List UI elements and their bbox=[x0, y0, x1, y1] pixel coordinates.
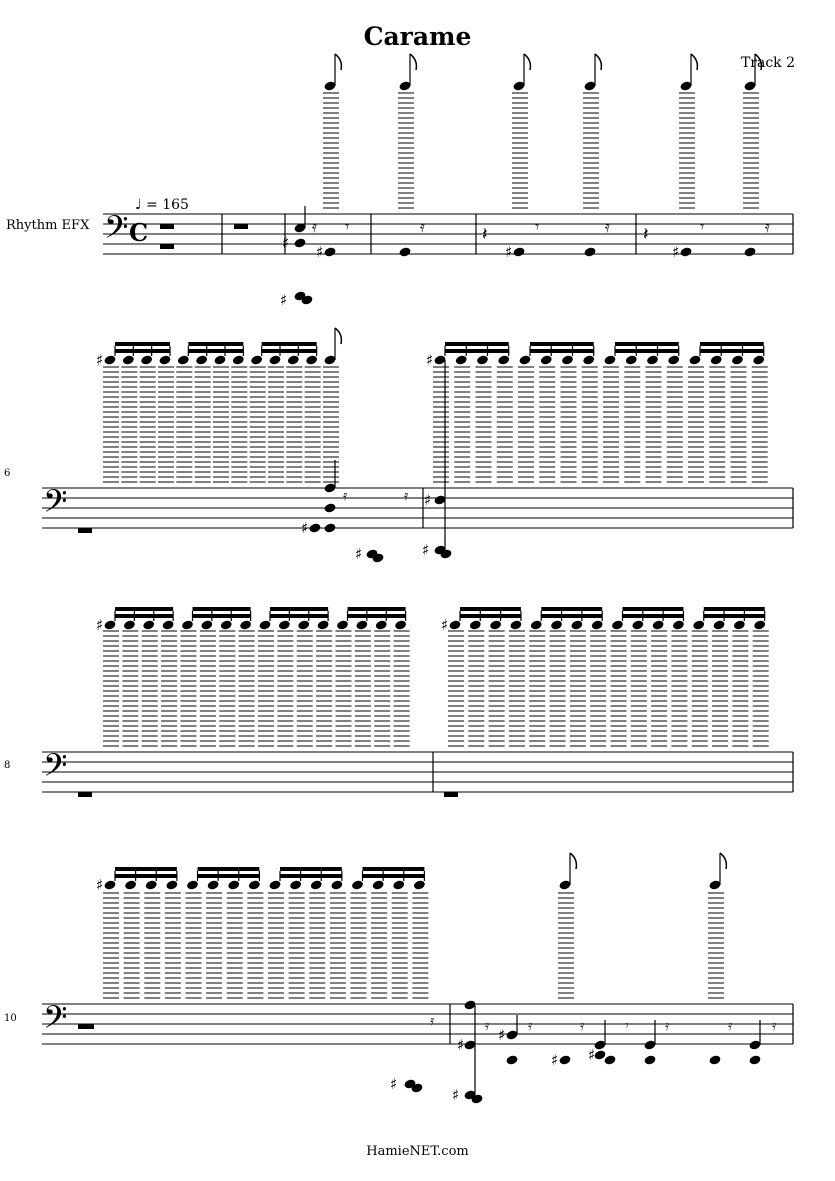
notehead bbox=[561, 354, 574, 365]
sharp-sign: ♯ bbox=[316, 243, 324, 261]
rest: 𝄿 bbox=[312, 217, 317, 236]
notehead bbox=[293, 237, 306, 248]
note-beam bbox=[193, 607, 251, 611]
sharp-sign: ♯ bbox=[457, 1036, 465, 1054]
rest: 𝄿 bbox=[528, 1018, 533, 1034]
sharp-sign: ♯ bbox=[551, 1051, 559, 1069]
score-subtitle: Track 2 bbox=[740, 55, 795, 71]
notehead bbox=[643, 1054, 656, 1065]
sharp-sign: ♯ bbox=[505, 243, 513, 261]
notehead bbox=[239, 619, 252, 630]
notehead bbox=[248, 879, 261, 890]
notehead bbox=[672, 619, 685, 630]
notehead bbox=[394, 619, 407, 630]
notehead bbox=[140, 354, 153, 365]
note-flag bbox=[335, 328, 341, 344]
bass-clef: 𝄢 bbox=[104, 209, 129, 253]
note-beam bbox=[115, 349, 170, 353]
notehead bbox=[122, 354, 135, 365]
note-flag bbox=[410, 54, 416, 70]
rest: 𝄿 bbox=[728, 1018, 733, 1034]
bass-clef: 𝄢 bbox=[43, 747, 68, 791]
notehead bbox=[611, 619, 624, 630]
notehead bbox=[123, 619, 136, 630]
note-beam bbox=[363, 867, 425, 871]
notehead bbox=[593, 1049, 606, 1060]
notehead bbox=[413, 879, 426, 890]
rest: 𝄿 bbox=[665, 1018, 670, 1034]
notehead bbox=[227, 879, 240, 890]
notehead bbox=[305, 354, 318, 365]
notehead bbox=[372, 879, 385, 890]
note-beam bbox=[445, 342, 509, 346]
sharp-sign: ♯ bbox=[301, 519, 309, 537]
notehead bbox=[336, 619, 349, 630]
note-beam bbox=[700, 342, 764, 346]
whole-rest bbox=[234, 224, 248, 229]
sharp-sign: ♯ bbox=[96, 876, 104, 894]
note-flag bbox=[570, 853, 576, 869]
instrument-name: Rhythm EFX bbox=[6, 218, 90, 233]
note-flag bbox=[691, 54, 697, 70]
note-beam bbox=[115, 607, 173, 611]
rest: 𝄿 bbox=[420, 217, 425, 236]
note-beam bbox=[460, 614, 521, 618]
notehead bbox=[323, 522, 336, 533]
notehead bbox=[297, 619, 310, 630]
sharp-sign: ♯ bbox=[96, 616, 104, 634]
notehead bbox=[103, 619, 116, 630]
notehead bbox=[330, 879, 343, 890]
sharp-sign: ♯ bbox=[498, 1026, 506, 1044]
note-beam bbox=[700, 349, 764, 353]
note-beam bbox=[198, 867, 260, 871]
sharp-sign: ♯ bbox=[672, 243, 680, 261]
notehead bbox=[181, 619, 194, 630]
notehead bbox=[455, 354, 468, 365]
note-beam bbox=[530, 349, 594, 353]
whole-rest bbox=[444, 792, 458, 797]
rest: 𝄽 bbox=[643, 224, 649, 245]
note-beam bbox=[541, 614, 602, 618]
notehead bbox=[667, 354, 680, 365]
notehead bbox=[625, 354, 638, 365]
notehead bbox=[646, 354, 659, 365]
rest: 𝄿 bbox=[765, 217, 770, 236]
notehead bbox=[278, 619, 291, 630]
notehead bbox=[398, 246, 411, 257]
notehead bbox=[375, 619, 388, 630]
notehead bbox=[582, 354, 595, 365]
note-beam bbox=[530, 342, 594, 346]
notehead bbox=[518, 354, 531, 365]
notehead bbox=[268, 879, 281, 890]
sharp-sign: ♯ bbox=[280, 291, 288, 309]
note-beam bbox=[115, 874, 177, 878]
whole-rest bbox=[160, 244, 174, 249]
notehead bbox=[570, 619, 583, 630]
rest: 𝄾 bbox=[535, 217, 540, 236]
note-beam bbox=[270, 614, 328, 618]
note-flag bbox=[335, 54, 341, 70]
note-beam bbox=[704, 607, 765, 611]
note-beam bbox=[445, 349, 509, 353]
sharp-sign: ♯ bbox=[96, 351, 104, 369]
notehead bbox=[355, 619, 368, 630]
notehead bbox=[512, 246, 525, 257]
notehead bbox=[603, 354, 616, 365]
time-signature: C bbox=[129, 218, 149, 247]
tempo-marking: ♩ = 165 bbox=[135, 197, 189, 213]
note-beam bbox=[363, 874, 425, 878]
sharp-sign: ♯ bbox=[452, 1086, 460, 1104]
note-flag bbox=[755, 54, 761, 70]
notehead bbox=[213, 354, 226, 365]
notehead bbox=[158, 354, 171, 365]
footer-credit: HamieNET.com bbox=[366, 1144, 469, 1159]
rest: 𝄿 bbox=[404, 488, 409, 504]
sharp-sign: ♯ bbox=[441, 616, 449, 634]
notehead bbox=[289, 879, 302, 890]
notehead bbox=[258, 619, 271, 630]
notehead bbox=[165, 879, 178, 890]
note-beam bbox=[270, 607, 328, 611]
notehead bbox=[652, 619, 665, 630]
rest: 𝄿 bbox=[605, 217, 610, 236]
notehead bbox=[753, 619, 766, 630]
note-beam bbox=[704, 614, 765, 618]
notehead bbox=[207, 879, 220, 890]
rest: 𝄾 bbox=[625, 1018, 629, 1034]
note-beam bbox=[198, 874, 260, 878]
notehead bbox=[250, 354, 263, 365]
notehead bbox=[103, 879, 116, 890]
notehead bbox=[177, 354, 190, 365]
measure-number: 10 bbox=[4, 1013, 17, 1024]
note-flag bbox=[595, 54, 601, 70]
note-beam bbox=[348, 607, 406, 611]
notehead bbox=[323, 246, 336, 257]
note-beam bbox=[348, 614, 406, 618]
sharp-sign: ♯ bbox=[355, 545, 363, 563]
whole-rest bbox=[78, 528, 92, 533]
note-beam bbox=[262, 342, 317, 346]
notehead bbox=[540, 354, 553, 365]
whole-rest bbox=[160, 224, 174, 229]
measure-number: 8 bbox=[4, 760, 11, 771]
notehead bbox=[679, 246, 692, 257]
bass-clef: 𝄢 bbox=[43, 483, 68, 527]
notehead bbox=[200, 619, 213, 630]
notehead bbox=[550, 619, 563, 630]
notehead bbox=[710, 354, 723, 365]
rest: 𝄿 bbox=[485, 1018, 490, 1034]
rest: 𝄿 bbox=[430, 1013, 435, 1029]
notehead bbox=[103, 354, 116, 365]
notehead bbox=[476, 354, 489, 365]
note-beam bbox=[115, 614, 173, 618]
notehead bbox=[558, 1054, 571, 1065]
notehead bbox=[323, 502, 336, 513]
note-beam bbox=[623, 607, 684, 611]
notehead bbox=[509, 619, 522, 630]
half-rest bbox=[78, 1024, 94, 1029]
notehead bbox=[743, 246, 756, 257]
note-beam bbox=[280, 874, 342, 878]
note-beam bbox=[188, 349, 243, 353]
notehead bbox=[232, 354, 245, 365]
notehead bbox=[287, 354, 300, 365]
rest: 𝄿 bbox=[772, 1018, 777, 1034]
notehead bbox=[530, 619, 543, 630]
notehead bbox=[448, 619, 461, 630]
sharp-sign: ♯ bbox=[390, 1075, 398, 1093]
notehead bbox=[145, 879, 158, 890]
note-beam bbox=[262, 349, 317, 353]
notehead bbox=[195, 354, 208, 365]
notehead bbox=[268, 354, 281, 365]
note-flag bbox=[524, 54, 530, 70]
note-beam bbox=[188, 342, 243, 346]
notehead bbox=[713, 619, 726, 630]
rest: 𝄽 bbox=[482, 224, 488, 245]
note-beam bbox=[115, 867, 177, 871]
notehead bbox=[124, 879, 137, 890]
notehead bbox=[733, 619, 746, 630]
notehead bbox=[310, 879, 323, 890]
note-beam bbox=[280, 867, 342, 871]
notehead bbox=[142, 619, 155, 630]
notehead bbox=[505, 1054, 518, 1065]
notehead bbox=[688, 354, 701, 365]
rest: 𝄾 bbox=[345, 217, 350, 236]
notehead bbox=[731, 354, 744, 365]
notehead bbox=[497, 354, 510, 365]
note-beam bbox=[460, 607, 521, 611]
sharp-sign: ♯ bbox=[422, 541, 430, 559]
score-title: Carame bbox=[363, 22, 472, 51]
sharp-sign: ♯ bbox=[588, 1046, 596, 1064]
rest: 𝄿 bbox=[343, 488, 348, 504]
notehead bbox=[308, 522, 321, 533]
notehead bbox=[603, 1054, 616, 1065]
notehead bbox=[583, 246, 596, 257]
notehead bbox=[469, 619, 482, 630]
notehead bbox=[748, 1054, 761, 1065]
note-beam bbox=[193, 614, 251, 618]
measure-number: 6 bbox=[4, 468, 11, 479]
note-flag bbox=[720, 853, 726, 869]
note-beam bbox=[115, 342, 170, 346]
bass-clef: 𝄢 bbox=[43, 999, 68, 1043]
notehead bbox=[752, 354, 765, 365]
sharp-sign: ♯ bbox=[424, 491, 432, 509]
notehead bbox=[489, 619, 502, 630]
notehead bbox=[708, 1054, 721, 1065]
notehead bbox=[351, 879, 364, 890]
note-beam bbox=[541, 607, 602, 611]
notehead bbox=[631, 619, 644, 630]
note-beam bbox=[615, 349, 679, 353]
notehead bbox=[220, 619, 233, 630]
whole-rest bbox=[78, 792, 92, 797]
note-beam bbox=[615, 342, 679, 346]
notehead bbox=[692, 619, 705, 630]
notehead bbox=[162, 619, 175, 630]
notehead bbox=[591, 619, 604, 630]
rest: 𝄿 bbox=[580, 1018, 585, 1034]
sharp-sign: ♯ bbox=[282, 234, 290, 252]
note-beam bbox=[623, 614, 684, 618]
rest: 𝄾 bbox=[700, 217, 705, 236]
sharp-sign: ♯ bbox=[426, 351, 434, 369]
notehead bbox=[392, 879, 405, 890]
notehead bbox=[186, 879, 199, 890]
notehead bbox=[317, 619, 330, 630]
